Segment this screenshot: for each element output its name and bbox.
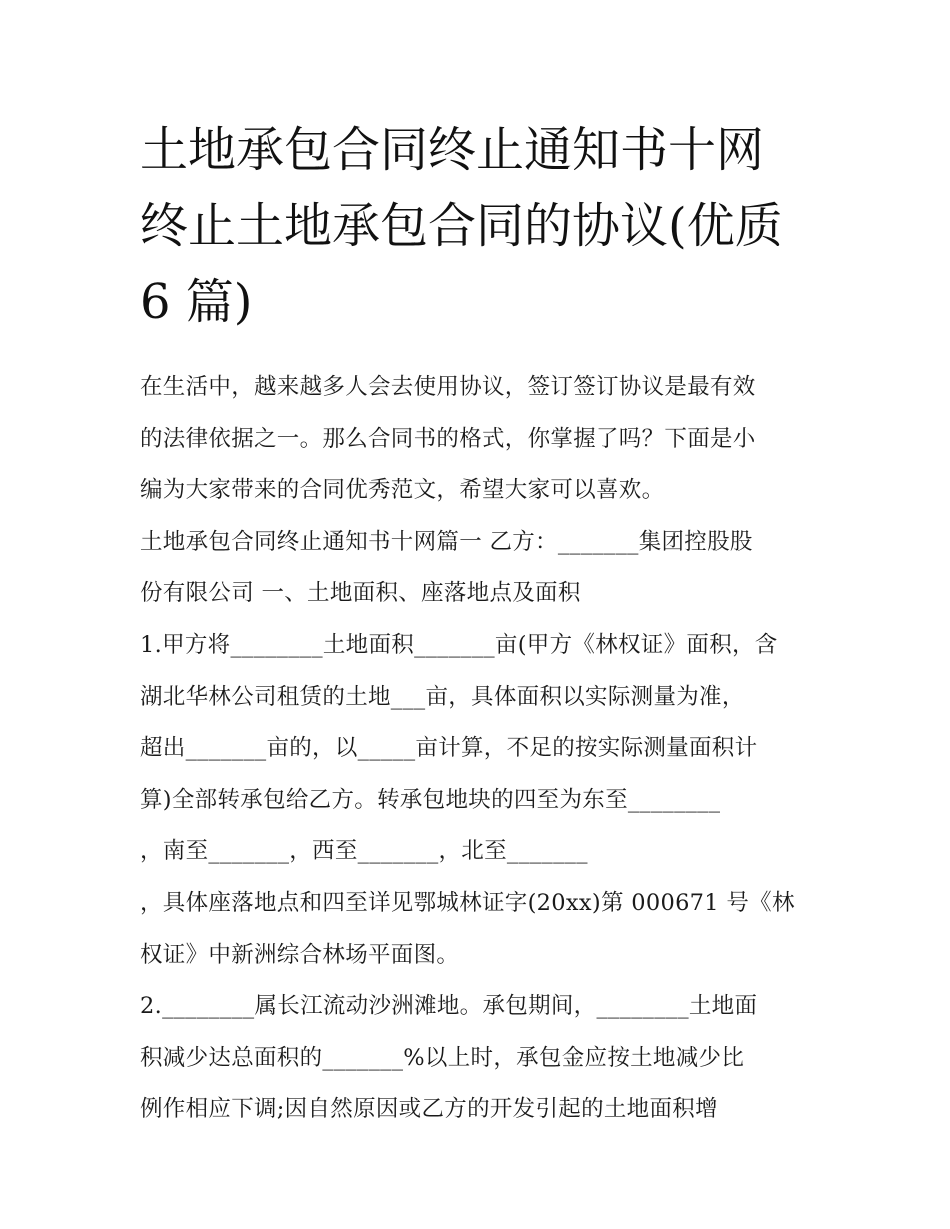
clause-1-paragraph: 1.甲方将________土地面积_______亩(甲方《林权证》面积，含 湖北华林公司租赁的土地___亩，具体面积以实际测量为准， 超出_______亩的，以_____亩计算，不足的按实际测量面积计 算)全部转承包给乙方。转承包地块的四至为东至________	[140, 631, 778, 813]
intro-paragraph: 在生活中，越来越多人会去使用协议，签订签订协议是最有效 的法律依据之一。那么合同书的格式，你掌握了吗？下面是小 编为大家带来的合同优秀范文，希望大家可以喜欢。	[140, 374, 756, 504]
document-page	[140, 112, 820, 1136]
clause-1-boundaries: ，南至_______，西至_______，北至_______	[140, 838, 588, 865]
clause-2-paragraph: 2.________属长江流动沙洲滩地。承包期间，________土地面 积减少达总面积的_______%以上时，承包金应按土地减少比 例作相应下调;因自然原因或乙方的开发引起的土地面积增	[140, 993, 758, 1123]
document-title: 土地承包合同终止通知书十网 终止土地承包合同的协议(优质 6 篇)	[140, 122, 783, 330]
document-body	[140, 362, 820, 1136]
section-one-heading: 土地承包合同终止通知书十网篇一 乙方：_______集团控股股 份有限公司 一、土地面积、座落地点及面积	[140, 528, 753, 607]
clause-1-location: ，具体座落地点和四至详见鄂城林证字(20xx)第 000671 号《林 权证》中新洲综合林场平面图。	[140, 889, 795, 968]
